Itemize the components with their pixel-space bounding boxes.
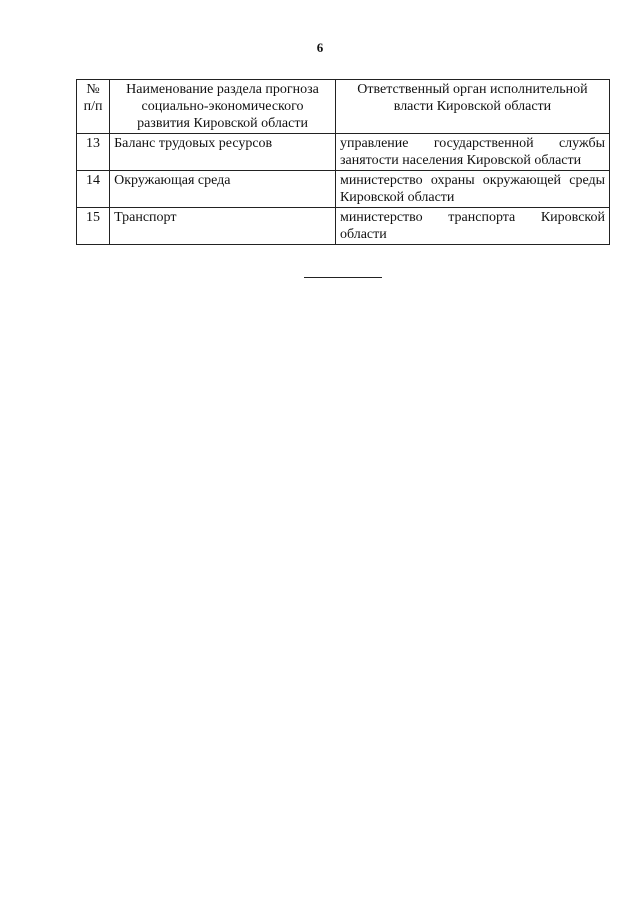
row-section: Окружающая среда: [110, 171, 336, 208]
table-row: [77, 208, 610, 245]
row-section: Транспорт: [110, 208, 336, 245]
row-authority: управление государственной службы занятости населения Кировской области: [335, 134, 609, 171]
header-num: № п/п: [77, 80, 110, 134]
header-section: Наименование раздела прогноза социально-экономического развития Кировской области: [110, 80, 336, 134]
row-num: 14: [77, 171, 110, 208]
header-authority: Ответственный орган исполнительной власти Кировской области: [335, 80, 609, 134]
page-number: 6: [316, 40, 324, 55]
table-header-row: [77, 80, 610, 134]
end-divider: [304, 277, 382, 278]
table-row: [77, 171, 610, 208]
row-authority: министерство охраны окружающей среды Кировской области: [335, 171, 609, 208]
row-section: Баланс трудовых ресурсов: [110, 134, 336, 171]
table-row: [77, 134, 610, 171]
row-authority: министерство транспорта Кировской области: [335, 208, 609, 245]
row-num: 13: [77, 134, 110, 171]
responsibility-table: [76, 79, 610, 245]
row-num: 15: [77, 208, 110, 245]
